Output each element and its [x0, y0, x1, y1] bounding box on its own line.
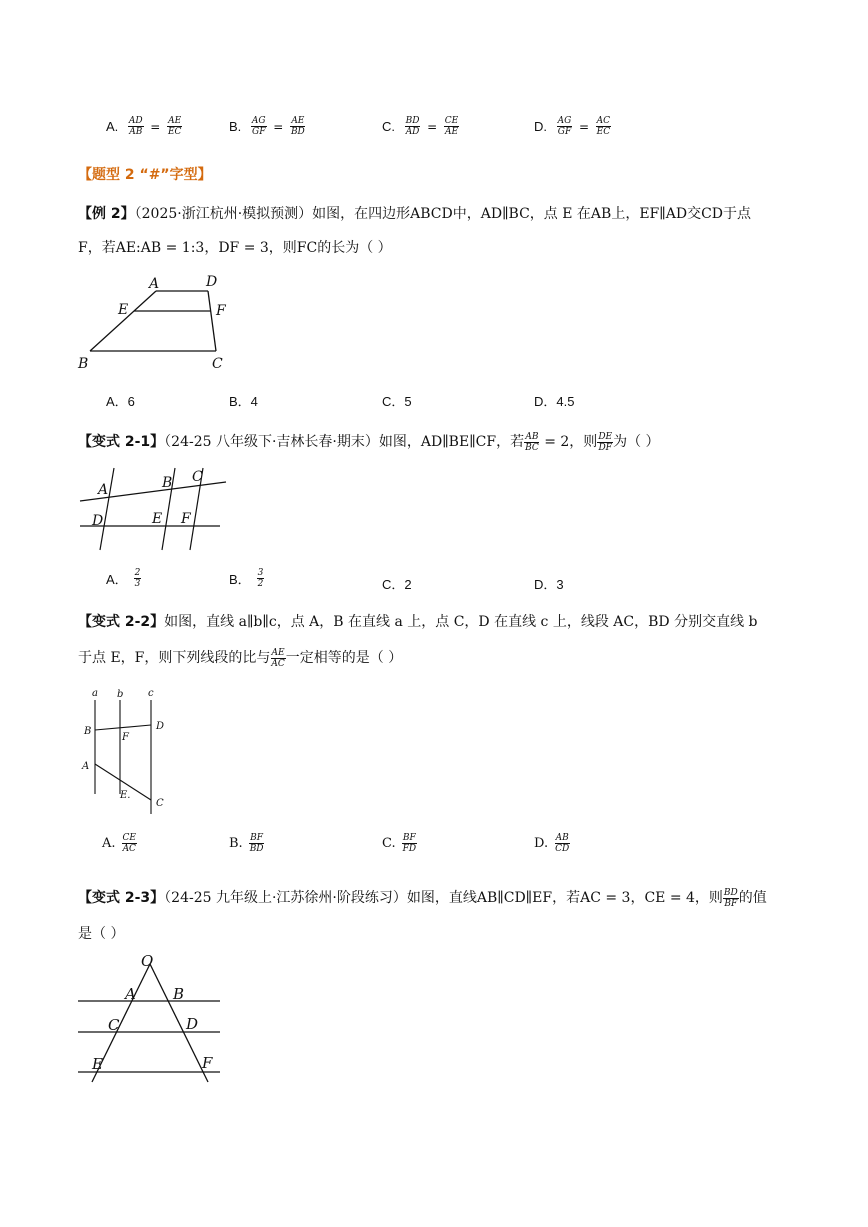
section-heading: 【题型 2 “#”字型】: [78, 167, 212, 183]
prev-option-b: B. $\frac{AG}{GF}$ = $\frac{AE}{BD}$: [229, 116, 305, 137]
fraction: $\frac{AC}{EC}$: [596, 116, 611, 137]
label-e: E.: [120, 790, 131, 801]
label-line-c: c: [148, 688, 154, 699]
label-c: C: [156, 798, 164, 809]
variant-2-3-text: 【变式 2-3】（24-25 九年级上·江苏徐州·阶段练习）如图，直线AB∥CD∥EF，若AC = 3，CE = 4，则 $\frac{BD}{BF}$ 的值 是（ ）: [78, 887, 767, 942]
example-2-text: [78, 197, 798, 265]
label-b: B: [78, 356, 89, 372]
example-line-1: （2025·浙江杭州·模拟预测）如图，在四边形ABCD中，AD∥BC，点 E 在AB上，EF∥AD交CD于点: [134, 206, 751, 222]
option-label: B.: [229, 119, 242, 134]
segment-dc: [208, 291, 216, 351]
example-line-2: F，若AE:AB = 1:3，DF = 3，则FC的长为（ ）: [78, 240, 392, 256]
label-b: B: [162, 475, 173, 491]
fraction: $\frac{2}{3}$: [134, 568, 141, 589]
trapezoid-diagram: [70, 270, 250, 380]
v21-option-b: B． $\frac{3}{2}$: [229, 568, 264, 589]
v22-option-b: B. $\frac{BF}{BD}$: [229, 833, 264, 854]
label-d: D: [186, 1015, 199, 1033]
variant-tag: 【变式 2-3】: [78, 890, 165, 906]
fraction: $\frac{DE}{DF}$: [598, 431, 613, 453]
option-label: A.: [106, 119, 119, 134]
label-e: E: [152, 511, 163, 527]
fraction: $\frac{AE}{BD}$: [290, 116, 305, 137]
v22-option-d: D. $\frac{AB}{CD}$: [534, 833, 570, 854]
fraction: $\frac{AD}{AB}$: [128, 116, 143, 137]
label-d: D: [206, 274, 218, 290]
fraction: $\frac{3}{2}$: [257, 568, 264, 589]
v21-option-d: D．3: [534, 577, 564, 592]
fraction: $\frac{CE}{AE}$: [444, 116, 459, 137]
variant-2-2-text: 【变式 2-2】如图，直线 a∥b∥c，点 A，B 在直线 a 上，点 C，D 在直线 c 上，线段 AC，BD 分别交直线 b 于点 E，F，则下列线段的比与 $\frac{AE}{AC}$ 一定相等的是（ ）: [78, 614, 758, 669]
label-o: O: [141, 952, 154, 970]
label-a: A: [149, 276, 160, 292]
variant-2-1-text: 【变式 2-1】（24-25 八年级下·吉林长春·期末）如图，AD∥BE∥CF，若 $\frac{AB}{BC}$ = 2，则 $\frac{DE}{DF}$ 为（ ）: [78, 431, 660, 453]
label-a: A: [82, 761, 90, 772]
option-label: C.: [382, 119, 395, 134]
label-f: F: [122, 732, 129, 743]
parallel-lines-diagram-2: [78, 686, 178, 818]
triangle-parallel-diagram: [70, 948, 230, 1088]
fraction: $\frac{BD}{BF}$: [723, 887, 738, 909]
variant-tag: 【变式 2-1】: [78, 434, 165, 450]
ex2-option-a: A．6: [106, 394, 135, 409]
v22-option-a: A. $\frac{CE}{AC}$: [102, 833, 136, 854]
label-c: C: [192, 469, 203, 485]
label-e: E: [118, 302, 129, 318]
line-ad: [100, 468, 114, 550]
label-d: D: [156, 721, 165, 732]
line-of: [150, 964, 208, 1082]
fraction: $\frac{AG}{GF}$: [251, 116, 266, 137]
fraction: $\frac{AG}{GF}$: [557, 116, 572, 137]
label-line-a: a: [92, 688, 98, 699]
prev-option-d: D. $\frac{AG}{GF}$ = $\frac{AC}{EC}$: [534, 116, 611, 137]
segment-bd: [95, 725, 151, 730]
fraction: $\frac{AE}{AC}$: [271, 647, 285, 669]
ex2-option-d: D．4.5: [534, 394, 575, 409]
variant-tag: 【变式 2-2】: [78, 614, 165, 630]
label-f: F: [202, 1054, 213, 1072]
label-a: A: [98, 482, 109, 498]
fraction: $\frac{BD}{AD}$: [405, 116, 420, 137]
label-f: F: [216, 303, 226, 319]
label-c: C: [212, 356, 223, 372]
ex2-option-c: C．5: [382, 394, 412, 409]
fraction: $\frac{CE}{AC}$: [122, 833, 136, 854]
label-d: D: [92, 513, 104, 529]
fraction: $\frac{BF}{FD}$: [402, 833, 417, 854]
label-e: E: [92, 1055, 103, 1073]
prev-option-c: C. $\frac{BD}{AD}$ = $\frac{CE}{AE}$: [382, 116, 459, 137]
segment-ba: [90, 291, 156, 351]
fraction: $\frac{AB}{BC}$: [525, 431, 539, 453]
v21-option-c: C．2: [382, 577, 412, 592]
option-label: D.: [534, 119, 547, 134]
label-c: C: [108, 1016, 120, 1034]
v22-option-c: C. $\frac{BF}{FD}$: [382, 833, 417, 854]
label-a: A: [125, 985, 136, 1003]
label-f: F: [181, 511, 191, 527]
v21-option-a: A． $\frac{2}{3}$: [106, 568, 141, 589]
fraction: $\frac{BF}{BD}$: [249, 833, 264, 854]
ex2-option-b: B．4: [229, 394, 258, 409]
prev-option-a: A. $\frac{AD}{AB}$ = $\frac{AE}{EC}$: [106, 116, 182, 137]
fraction: $\frac{AE}{EC}$: [167, 116, 182, 137]
label-line-b: b: [117, 689, 124, 700]
parallel-lines-diagram-1: [70, 462, 240, 554]
label-b: B: [84, 726, 92, 737]
example-tag: 【例 2】: [78, 206, 135, 222]
fraction: $\frac{AB}{CD}$: [555, 833, 570, 854]
label-b: B: [173, 985, 185, 1003]
